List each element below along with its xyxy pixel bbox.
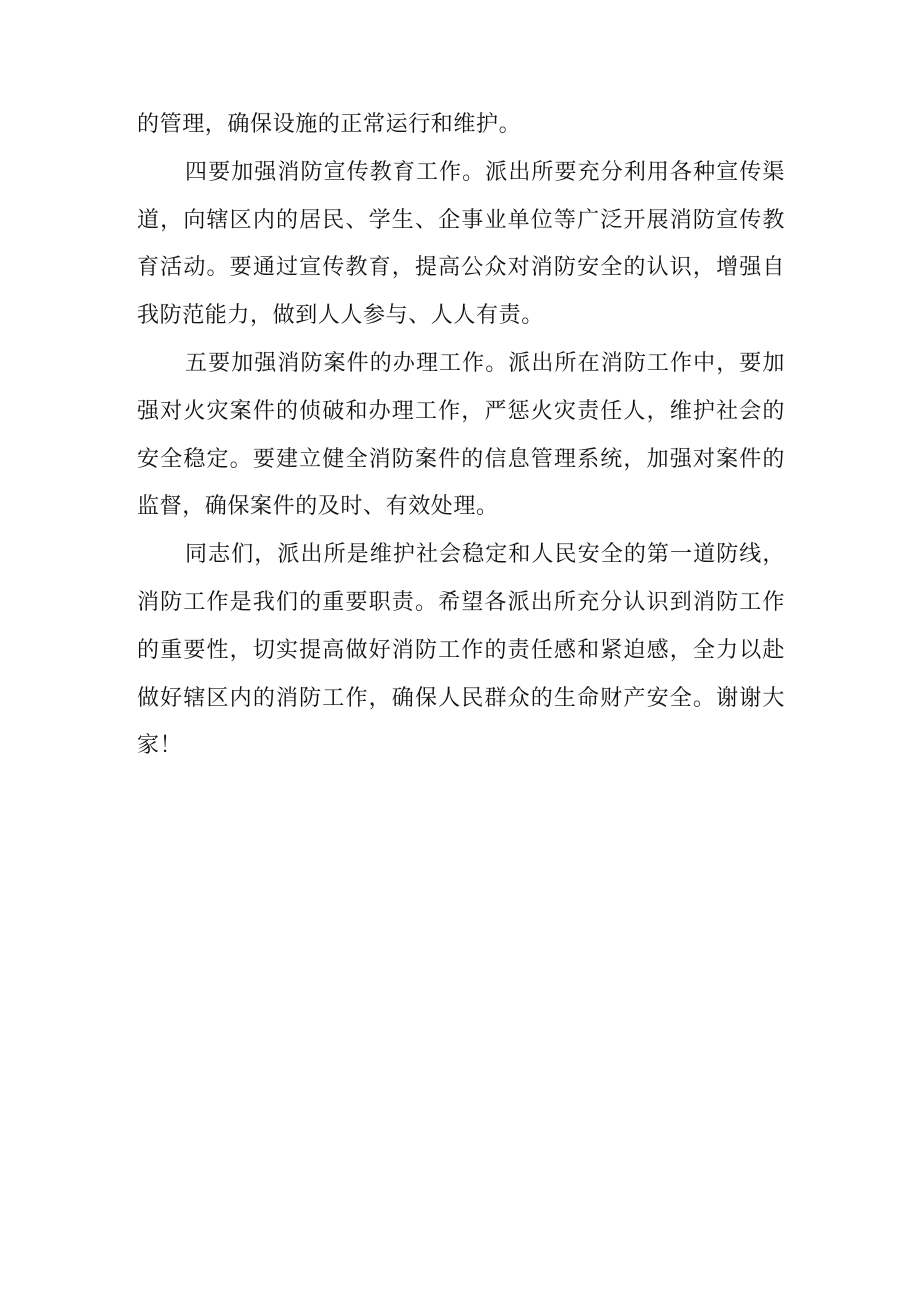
paragraph-publicity-education: 四要加强消防宣传教育工作。派出所要充分利用各种宣传渠道，向辖区内的居民、学生、企事业单位等广泛开展消防宣传教育活动。要通过宣传教育，提高公众对消防安全的认识，增强自我防范能力，做到人人参与、人人有责。 — [137, 159, 785, 329]
paragraph-closing-remarks: 同志们，派出所是维护社会稳定和人民安全的第一道防线，消防工作是我们的重要职责。希望各派出所充分认识到消防工作的重要性，切实提高做好消防工作的责任感和紧迫感，全力以赴做好辖区内的消防工作，确保人民群众的生命财产安全。谢谢大家！ — [137, 542, 785, 759]
paragraph-continuation: 的管理，确保设施的正常运行和维护。 — [137, 112, 522, 137]
paragraph-case-handling: 五要加强消防案件的办理工作。派出所在消防工作中，要加强对火灾案件的侦破和办理工作，严惩火灾责任人，维护社会的安全稳定。要建立健全消防案件的信息管理系统，加强对案件的监督，确保案件的及时、有效处理。 — [137, 350, 785, 520]
document-body — [137, 101, 785, 770]
